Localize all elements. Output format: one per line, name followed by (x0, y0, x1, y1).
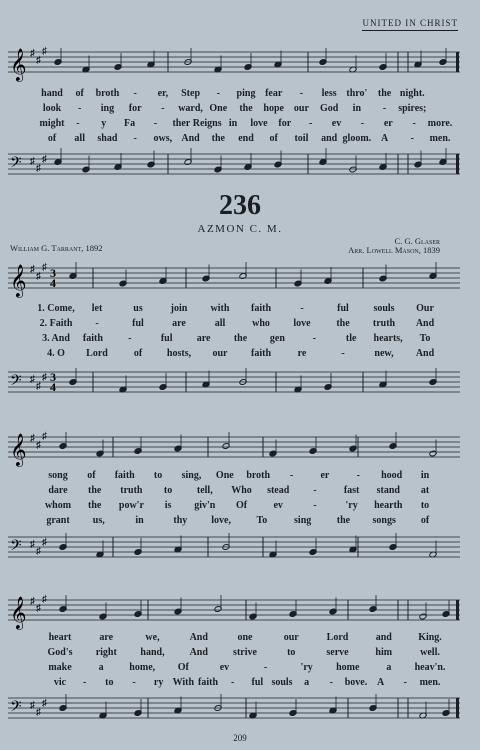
lyric-syllable: in (135, 515, 144, 526)
lyric-syllable: our (283, 632, 299, 643)
lyric-syllable: and (321, 133, 338, 144)
tune-name: AZMON C. M. (197, 223, 283, 235)
lyric-syllable: of (420, 515, 430, 526)
lyric-syllable: sing (294, 515, 312, 526)
sharp-icon: ♯ (42, 262, 47, 273)
lyric-syllable: tell, (196, 485, 213, 496)
lyric-syllable: tle (345, 333, 357, 344)
lyric-syllable: Our (416, 303, 434, 314)
lyric-syllable: And (415, 318, 435, 329)
lyric-syllable: of (269, 133, 278, 144)
final-barline (456, 698, 459, 718)
lyric-syllable: - (76, 118, 80, 129)
lyric-syllable: hearts, (373, 333, 403, 344)
lyric-syllable: love (293, 318, 311, 329)
lyric-syllable: serve (326, 647, 349, 658)
lyric-syllable: let (91, 303, 103, 314)
lyric-syllable: less (321, 88, 337, 99)
sharp-icon: ♯ (42, 431, 47, 442)
lyric-syllable: - (356, 470, 360, 481)
lyric-syllable: love, (211, 515, 231, 526)
lyric-syllable: Fa (124, 118, 136, 129)
lyric-syllable: grant (46, 515, 70, 526)
treble-clef-icon: 𝄞 (10, 596, 27, 629)
lyric-syllable: Who (231, 485, 252, 496)
lyric-syllable: who (252, 318, 270, 329)
lyric-syllable: heav'n. (414, 662, 446, 673)
lyric-syllable: make (48, 662, 72, 673)
lyric-syllable: - (133, 133, 137, 144)
lyric-syllable: truth (372, 318, 396, 329)
final-barline (456, 154, 459, 174)
lyric-syllable: - (403, 677, 407, 688)
time-signature-digit: 3 (50, 266, 56, 280)
lyric-syllable: ful (132, 318, 144, 329)
lyric-syllable: ows, (153, 133, 173, 144)
lyric-syllable: might (39, 118, 65, 129)
lyric-syllable: home, (129, 662, 156, 673)
lyric-syllable: - (300, 303, 304, 314)
system4_lyrics-verse-4 (0, 677, 480, 691)
sharp-icon: ♯ (42, 154, 47, 165)
lyric-syllable: the (233, 333, 248, 344)
lyric-syllable: - (161, 103, 165, 114)
lyric-syllable: er (383, 118, 393, 129)
lyric-syllable: - (216, 88, 220, 99)
lyric-syllable: the (88, 485, 102, 496)
sharp-icon: ♯ (42, 537, 47, 548)
lyric-syllable: the (211, 133, 225, 144)
lyric-syllable: home (336, 662, 360, 673)
lyric-syllable: us, (92, 515, 105, 526)
system4_lyrics-verse-1 (0, 632, 480, 646)
lyric-syllable: hood (381, 470, 403, 481)
lyric-syllable: the (336, 515, 351, 526)
system4_lyrics-verse-2 (0, 647, 480, 661)
lyric-syllable: Of (177, 662, 189, 673)
lyric-syllable: hand, (140, 647, 165, 658)
system1_lyrics-verse-1 (0, 88, 480, 102)
sharp-icon: ♯ (36, 603, 41, 614)
lyric-syllable: - (95, 318, 99, 329)
lyric-syllable: in (420, 470, 430, 481)
lyric-syllable: him (375, 647, 393, 658)
lyric-syllable: more. (427, 118, 453, 129)
lyric-syllable: - (299, 88, 304, 99)
lyric-syllable: a (98, 662, 104, 673)
sharp-icon: ♯ (36, 440, 41, 451)
treble-staff-system-4 (8, 588, 460, 632)
sharp-icon: ♯ (36, 271, 41, 282)
lyric-syllable: to (105, 677, 114, 688)
lyric-syllable: - (132, 677, 136, 688)
lyric-syllable: Step (181, 88, 201, 99)
sharp-icon: ♯ (30, 48, 35, 59)
lyric-syllable: re (297, 348, 307, 359)
bass-clef-icon: 𝄢 (10, 154, 22, 175)
lyric-syllable: - (313, 500, 317, 511)
lyric-syllable: at (420, 485, 430, 496)
lyric-syllable: hearth (374, 500, 403, 511)
lyric-syllable: God (319, 103, 339, 114)
system3_lyrics-verse-2 (0, 485, 480, 499)
lyric-syllable: er (320, 470, 330, 481)
sharp-icon: ♯ (42, 372, 47, 383)
lyric-syllable: the (88, 500, 102, 511)
lyric-syllable: hope (263, 103, 284, 114)
treble-clef-icon: 𝄞 (10, 264, 27, 297)
lyric-syllable: toil (294, 133, 309, 144)
system3_lyrics-verse-4 (0, 515, 480, 529)
arranger-credit: Arr. Lowell Mason, 1839 (348, 245, 440, 255)
lyric-syllable: men. (419, 677, 441, 688)
sharp-icon: ♯ (42, 46, 47, 57)
lyric-syllable: - (82, 677, 87, 688)
lyric-syllable: we, (145, 632, 160, 643)
lyric-syllable: Lord (326, 632, 349, 643)
sharp-icon: ♯ (30, 264, 35, 275)
lyric-syllable: ther (172, 118, 191, 129)
lyric-syllable: bove. (344, 677, 368, 688)
lyric-syllable: hosts, (166, 348, 192, 359)
lyric-syllable: pow'r (118, 500, 144, 511)
lyric-syllable: God's (47, 647, 73, 658)
lyric-syllable: faith (251, 303, 271, 314)
lyric-syllable: to (163, 485, 173, 496)
hymn-number: 236 (219, 190, 261, 221)
lyric-syllable: And (415, 348, 435, 359)
sharp-icon: ♯ (30, 374, 35, 385)
lyric-syllable: thro' (346, 88, 368, 99)
lyric-syllable: 'ry (345, 500, 358, 511)
lyric-syllable: sing, (181, 470, 202, 481)
system2_lyrics-verse-3 (0, 333, 480, 347)
lyric-syllable: - (230, 677, 235, 688)
lyric-syllable: new, (374, 348, 394, 359)
sharp-icon: ♯ (36, 381, 41, 392)
sharp-icon: ♯ (42, 698, 47, 709)
lyric-syllable: a (386, 662, 392, 673)
lyric-syllable: broth (246, 470, 271, 481)
lyric-syllable: - (128, 333, 132, 344)
lyric-syllable: gen (269, 333, 285, 344)
lyric-syllable: - (78, 103, 82, 114)
lyric-syllable: er, (157, 88, 169, 99)
lyric-syllable: love (250, 118, 268, 129)
lyric-syllable: the (239, 103, 253, 114)
lyric-syllable: faith (82, 333, 103, 344)
lyric-syllable: 1. Come, (37, 303, 75, 314)
lyric-syllable: - (133, 88, 137, 99)
sharp-icon: ♯ (30, 156, 35, 167)
lyric-syllable: to (287, 647, 296, 658)
final-barline (456, 600, 459, 620)
lyric-syllable: And (181, 133, 200, 144)
lyric-syllable: souls (271, 677, 293, 688)
lyric-syllable: - (263, 662, 268, 673)
time-signature-digit: 3 (50, 370, 56, 384)
lyric-syllable: vic (53, 677, 67, 688)
lyric-syllable: one (237, 632, 253, 643)
lyric-syllable: 4. O (47, 348, 65, 359)
lyric-syllable: Lord (86, 348, 108, 359)
lyric-syllable: 3. And (42, 333, 70, 344)
sharp-icon: ♯ (30, 433, 35, 444)
lyric-syllable: with (210, 303, 230, 314)
system1_lyrics-verse-4 (0, 133, 480, 147)
lyric-syllable: all (214, 318, 226, 329)
bass-staff-system-1 (8, 142, 460, 186)
lyric-syllable: look (42, 103, 62, 114)
lyric-syllable: Reigns (192, 118, 222, 129)
lyric-syllable: is (164, 500, 172, 511)
system2_lyrics-verse-4 (0, 348, 480, 362)
system3_lyrics-verse-1 (0, 470, 480, 484)
lyric-syllable: ward, (178, 103, 203, 114)
lyric-syllable: faith (198, 677, 218, 688)
lyric-syllable: gloom. (342, 133, 372, 144)
lyric-syllable: fast (343, 485, 360, 496)
lyric-syllable: One (215, 470, 234, 481)
bass-clef-icon: 𝄢 (10, 372, 22, 393)
lyric-syllable: ev (219, 662, 230, 673)
page-number: 209 (233, 733, 247, 743)
lyric-syllable: and (375, 632, 392, 643)
sharp-icon: ♯ (36, 163, 41, 174)
lyric-syllable: - (341, 348, 345, 359)
lyric-syllable: for (128, 103, 142, 114)
lyric-syllable: fear (265, 88, 283, 99)
lyric-syllable: faith (251, 348, 271, 359)
treble-staff-system-2 (8, 256, 460, 300)
author-credit: William G. Tarrant, 1892 (10, 243, 103, 253)
lyric-syllable: hand (41, 88, 63, 99)
lyric-syllable: to (153, 470, 163, 481)
lyric-syllable: ping (236, 88, 256, 99)
treble-clef-icon: 𝄞 (10, 48, 27, 81)
sharp-icon: ♯ (36, 546, 41, 557)
system2_lyrics-verse-1 (0, 303, 480, 317)
lyric-syllable: shad (97, 133, 118, 144)
treble-staff-system-1 (8, 40, 460, 84)
lyric-syllable: To (256, 515, 268, 526)
lyric-syllable: A (377, 677, 385, 688)
system3_lyrics-verse-3 (0, 500, 480, 514)
lyric-syllable: the (336, 318, 350, 329)
lyric-syllable: night. (399, 88, 425, 99)
running-title: UNITED IN CHRIST (362, 18, 458, 28)
running-title-rule (362, 30, 458, 31)
lyric-syllable: With (172, 677, 195, 688)
lyric-syllable: well. (420, 647, 440, 658)
sharp-icon: ♯ (42, 594, 47, 605)
lyric-syllable: - (412, 118, 416, 129)
system4_lyrics-verse-3 (0, 662, 480, 676)
treble-clef-icon: 𝄞 (10, 433, 27, 466)
lyric-syllable: all (74, 133, 85, 144)
lyric-syllable: for (278, 118, 292, 129)
lyric-syllable: ful (160, 333, 173, 344)
lyric-syllable: stead (267, 485, 290, 496)
lyric-syllable: whom (44, 500, 72, 511)
lyric-syllable: our (293, 103, 309, 114)
lyric-syllable: - (313, 485, 317, 496)
time-signature-digit: 4 (50, 276, 56, 290)
lyric-syllable: - (410, 133, 414, 144)
lyric-syllable: strive (233, 647, 257, 658)
lyric-syllable: a (304, 677, 310, 688)
lyric-syllable: stand (376, 485, 400, 496)
lyric-syllable: of (47, 133, 57, 144)
lyric-syllable: end (238, 133, 254, 144)
lyric-syllable: in (228, 118, 238, 129)
lyric-syllable: are (172, 318, 186, 329)
lyric-syllable: A (380, 133, 389, 144)
bass-staff-system-2 (8, 360, 460, 404)
lyric-syllable: souls (373, 303, 395, 314)
lyric-syllable: One (209, 103, 228, 114)
lyric-syllable: - (153, 118, 158, 129)
lyric-syllable: 2. Faith (39, 318, 73, 329)
sharp-icon: ♯ (36, 707, 41, 718)
lyric-syllable: And (189, 647, 208, 658)
lyric-syllable: songs (372, 515, 396, 526)
lyric-syllable: ev (331, 118, 342, 129)
lyric-syllable: thy (173, 515, 188, 526)
final-barline (456, 52, 459, 72)
sharp-icon: ♯ (30, 700, 35, 711)
system1_lyrics-verse-3 (0, 118, 480, 132)
lyric-syllable: broth (95, 88, 120, 99)
lyric-syllable: King. (418, 632, 442, 643)
time-signature-digit: 4 (50, 380, 56, 394)
lyric-syllable: ry (153, 677, 164, 688)
lyric-syllable: ing (100, 103, 115, 114)
treble-staff-system-3 (8, 425, 460, 469)
lyric-syllable: ful (337, 303, 349, 314)
lyric-syllable: us (133, 303, 143, 314)
lyric-syllable: truth (120, 485, 143, 496)
lyric-syllable: our (212, 348, 228, 359)
lyric-syllable: of (75, 88, 84, 99)
lyric-syllable: faith (114, 470, 135, 481)
lyric-syllable: ev (273, 500, 283, 511)
lyric-syllable: Of (235, 500, 248, 511)
lyric-syllable: 'ry (300, 662, 313, 673)
lyric-syllable: spires; (398, 103, 427, 114)
bass-clef-icon: 𝄢 (10, 698, 22, 719)
composer-credit: C. G. Glaser (394, 236, 440, 246)
lyric-syllable: song (48, 470, 68, 481)
lyric-syllable: To (419, 333, 431, 344)
bass-staff-system-3 (8, 525, 460, 569)
lyric-syllable: dare (48, 485, 68, 496)
lyric-syllable: - (329, 677, 333, 688)
lyric-syllable: in (352, 103, 362, 114)
lyric-syllable: are (196, 333, 211, 344)
sharp-icon: ♯ (30, 596, 35, 607)
lyric-syllable: - (289, 470, 294, 481)
lyric-syllable: the (377, 88, 392, 99)
lyric-syllable: - (308, 118, 313, 129)
system1_lyrics-verse-2 (0, 103, 480, 117)
bass-clef-icon: 𝄢 (10, 537, 22, 558)
lyric-syllable: of (133, 348, 143, 359)
sharp-icon: ♯ (36, 55, 41, 66)
lyric-syllable: y (101, 118, 107, 129)
lyric-syllable: right (95, 647, 117, 658)
sharp-icon: ♯ (30, 539, 35, 550)
lyric-syllable: - (360, 118, 365, 129)
lyric-syllable: men. (429, 133, 451, 144)
lyric-syllable: - (312, 333, 316, 344)
lyric-syllable: giv'n (194, 500, 216, 511)
lyric-syllable: are (99, 632, 114, 643)
lyric-syllable: heart (48, 632, 72, 643)
lyric-syllable: - (382, 103, 387, 114)
system2_lyrics-verse-2 (0, 318, 480, 332)
lyric-syllable: And (189, 632, 208, 643)
bass-staff-system-4 (8, 686, 460, 730)
lyric-syllable: join (170, 303, 188, 314)
lyric-syllable: ful (251, 677, 264, 688)
lyric-syllable: of (87, 470, 96, 481)
lyric-syllable: to (420, 500, 430, 511)
